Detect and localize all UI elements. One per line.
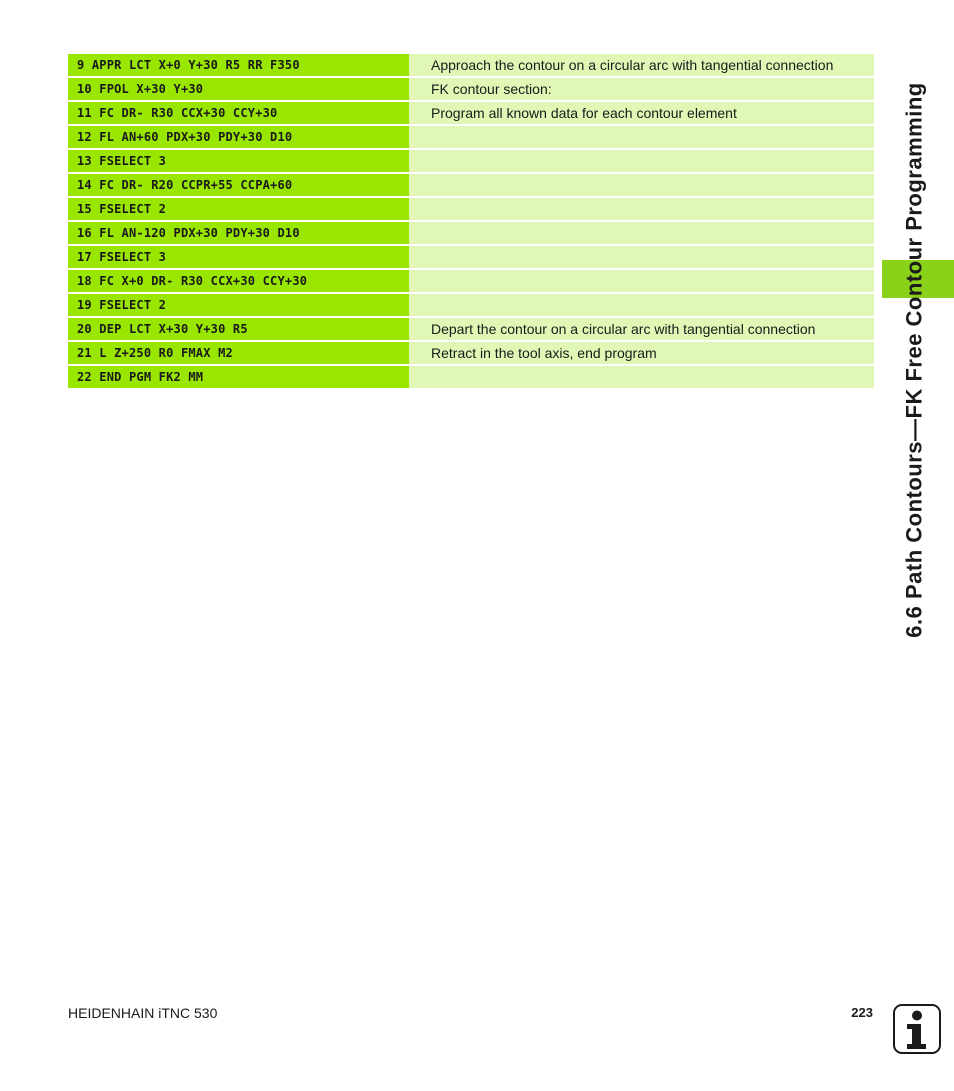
table-row <box>68 54 874 76</box>
block-description: Approach the contour on a circular arc with tangential connection <box>409 54 874 76</box>
block-description <box>409 198 874 220</box>
info-icon <box>893 1004 941 1054</box>
table-row <box>68 150 874 172</box>
table-row <box>68 294 874 316</box>
block-description <box>409 366 874 388</box>
nc-block: 10 FPOL X+30 Y+30 <box>68 78 409 100</box>
nc-block: 16 FL AN-120 PDX+30 PDY+30 D10 <box>68 222 409 244</box>
block-description <box>409 270 874 292</box>
block-description <box>409 150 874 172</box>
nc-block: 11 FC DR- R30 CCX+30 CCY+30 <box>68 102 409 124</box>
table-row <box>68 246 874 268</box>
nc-block: 12 FL AN+60 PDX+30 PDY+30 D10 <box>68 126 409 148</box>
block-description <box>409 246 874 268</box>
table-row <box>68 102 874 124</box>
nc-block: 9 APPR LCT X+0 Y+30 R5 RR F350 <box>68 54 409 76</box>
table-row <box>68 318 874 340</box>
manual-name: HEIDENHAIN iTNC 530 <box>68 1005 218 1021</box>
table-row <box>68 198 874 220</box>
table-row <box>68 222 874 244</box>
section-title <box>890 52 940 667</box>
program-table <box>68 54 874 390</box>
table-row <box>68 366 874 388</box>
page-number: 223 <box>851 1005 873 1020</box>
section-title-text: 6.6 Path Contours—FK Free Contour Programming <box>902 81 927 638</box>
nc-block: 21 L Z+250 R0 FMAX M2 <box>68 342 409 364</box>
block-description: Retract in the tool axis, end program <box>409 342 874 364</box>
block-description <box>409 126 874 148</box>
block-description: Depart the contour on a circular arc with tangential connection <box>409 318 874 340</box>
block-description: FK contour section: <box>409 78 874 100</box>
block-description: Program all known data for each contour element <box>409 102 874 124</box>
nc-block: 13 FSELECT 3 <box>68 150 409 172</box>
table-row <box>68 126 874 148</box>
table-row <box>68 342 874 364</box>
nc-block: 19 FSELECT 2 <box>68 294 409 316</box>
table-row <box>68 270 874 292</box>
nc-block: 18 FC X+0 DR- R30 CCX+30 CCY+30 <box>68 270 409 292</box>
info-icon-glyph <box>895 1006 939 1052</box>
nc-block: 22 END PGM FK2 MM <box>68 366 409 388</box>
block-description <box>409 222 874 244</box>
block-description <box>409 174 874 196</box>
nc-block: 20 DEP LCT X+30 Y+30 R5 <box>68 318 409 340</box>
block-description <box>409 294 874 316</box>
nc-block: 17 FSELECT 3 <box>68 246 409 268</box>
table-row <box>68 78 874 100</box>
table-row <box>68 174 874 196</box>
nc-block: 14 FC DR- R20 CCPR+55 CCPA+60 <box>68 174 409 196</box>
nc-block: 15 FSELECT 2 <box>68 198 409 220</box>
